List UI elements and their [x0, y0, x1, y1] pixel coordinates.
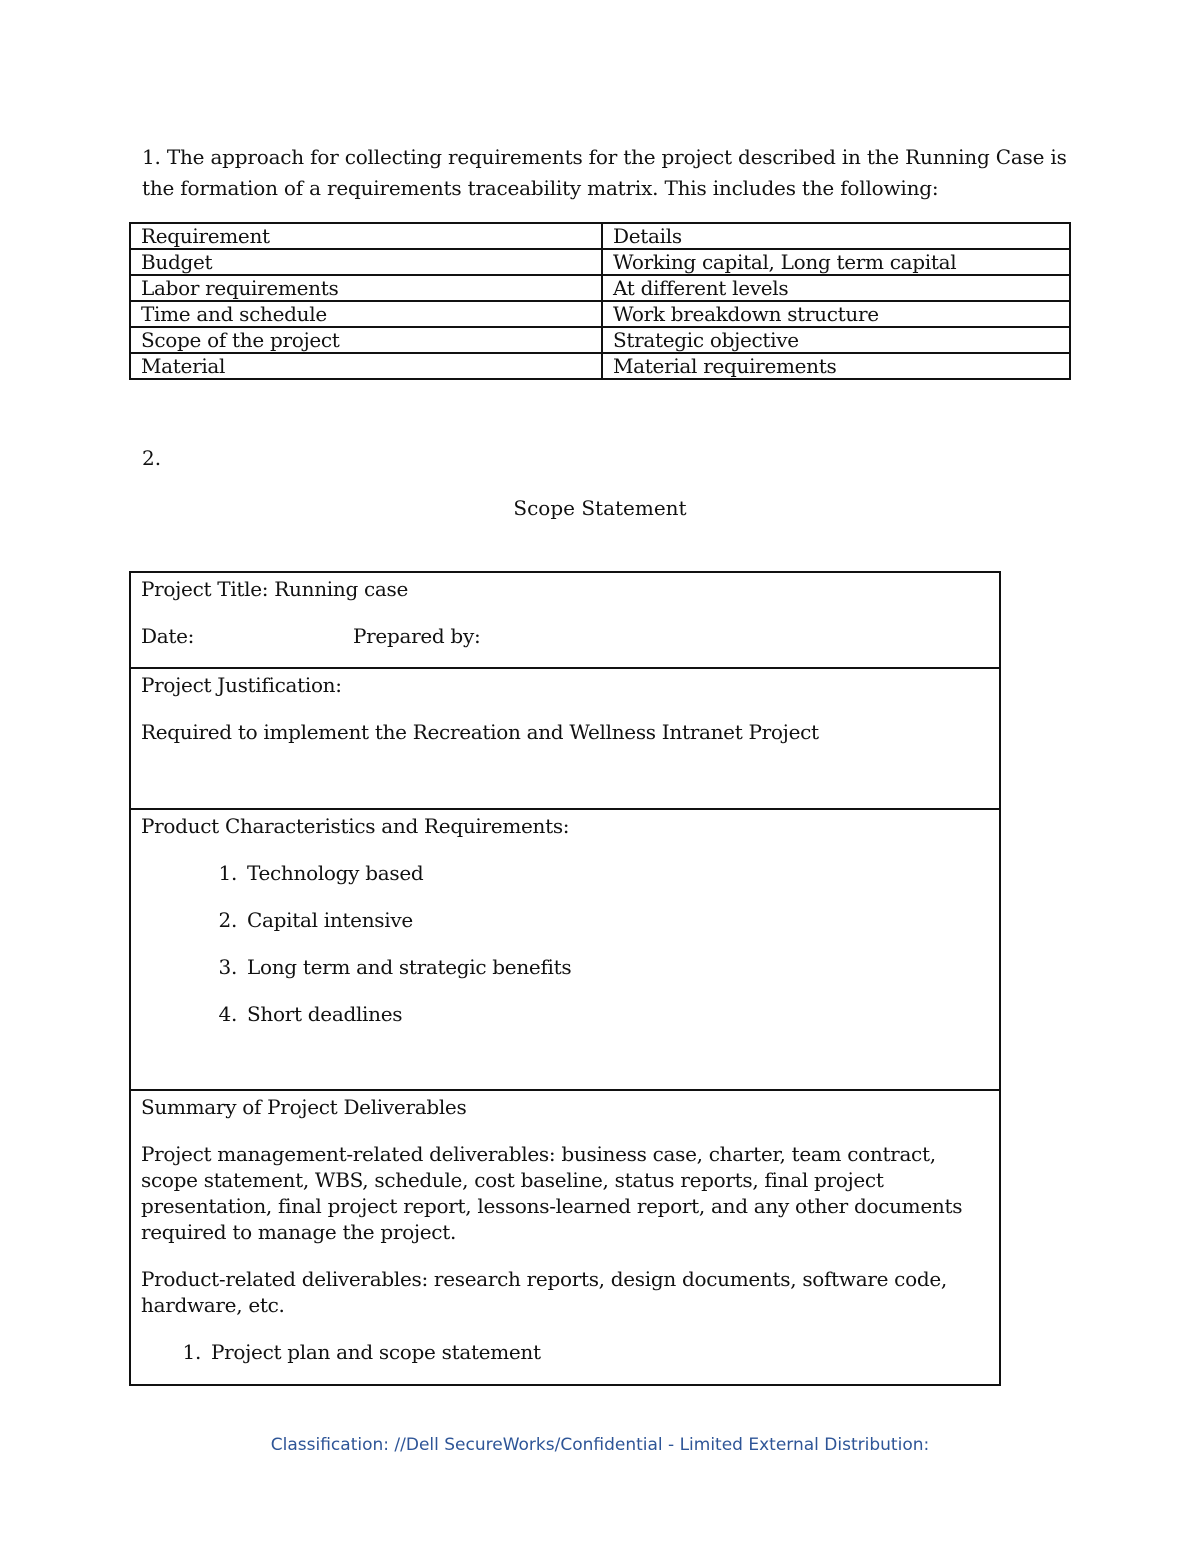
- header-details: Details: [602, 223, 1070, 249]
- list-item: 1. Technology based: [218, 861, 424, 885]
- details-cell: Material requirements: [602, 353, 1070, 379]
- header-requirement: Requirement: [130, 223, 602, 249]
- list-item: 4. Short deadlines: [218, 1002, 403, 1026]
- requirement-cell: Material: [130, 353, 602, 379]
- requirement-cell: Scope of the project: [130, 327, 602, 353]
- pm-deliverables-text: Project management-related deliverables: business case, charter, team contract, scope statement, WBS, schedule, cost baseline, status reports, final project presentation, final project report, lessons-learned report, and any other documents required to manage the project.: [141, 1142, 963, 1244]
- table-row: [130, 353, 1070, 379]
- intro-paragraph: 1. The approach for collecting requirements for the project described in the Running Case is the formation of a requirements traceability matrix. This includes the following:: [142, 145, 1067, 200]
- list-item: 1. Project plan and scope statement: [182, 1340, 541, 1364]
- table-row: [130, 249, 1070, 275]
- prepared-by-label: Prepared by:: [353, 624, 481, 648]
- date-label: Date:: [141, 624, 195, 648]
- deliverables-label: Summary of Project Deliverables: [141, 1095, 467, 1119]
- deliverables-section: [131, 1089, 999, 1384]
- deliverables-list: [141, 1339, 989, 1365]
- details-cell: Work breakdown structure: [602, 301, 1070, 327]
- justification-text: Required to implement the Recreation and Wellness Intranet Project: [141, 720, 819, 744]
- justification-label: Project Justification:: [141, 673, 342, 697]
- requirement-cell: Budget: [130, 249, 602, 275]
- requirement-cell: Labor requirements: [130, 275, 602, 301]
- project-title-section: [131, 573, 999, 667]
- scope-statement-box: [129, 571, 1001, 1386]
- requirements-traceability-table: [129, 222, 1071, 380]
- table-row: [130, 327, 1070, 353]
- table-header-row: [130, 223, 1070, 249]
- project-title: Project Title: Running case: [141, 577, 409, 601]
- list-item: 2. Capital intensive: [218, 908, 413, 932]
- classification-footer: Classification: //Dell SecureWorks/Confidential - Limited External Distribution:: [270, 1435, 930, 1455]
- list-item: 3. Long term and strategic benefits: [218, 955, 572, 979]
- table-row: [130, 275, 1070, 301]
- characteristics-section: [131, 808, 999, 1089]
- product-deliverables-text: Product-related deliverables: research reports, design documents, software code, hardware, etc.: [141, 1267, 947, 1317]
- justification-section: [131, 667, 999, 808]
- details-cell: Strategic objective: [602, 327, 1070, 353]
- scope-statement-title: Scope Statement: [513, 496, 687, 520]
- section-number: 2.: [142, 446, 162, 470]
- characteristics-label: Product Characteristics and Requirements:: [141, 814, 570, 838]
- details-cell: At different levels: [602, 275, 1070, 301]
- date-prepared-row: [141, 623, 989, 649]
- details-cell: Working capital, Long term capital: [602, 249, 1070, 275]
- table-row: [130, 301, 1070, 327]
- characteristics-list: [141, 860, 989, 1027]
- requirement-cell: Time and schedule: [130, 301, 602, 327]
